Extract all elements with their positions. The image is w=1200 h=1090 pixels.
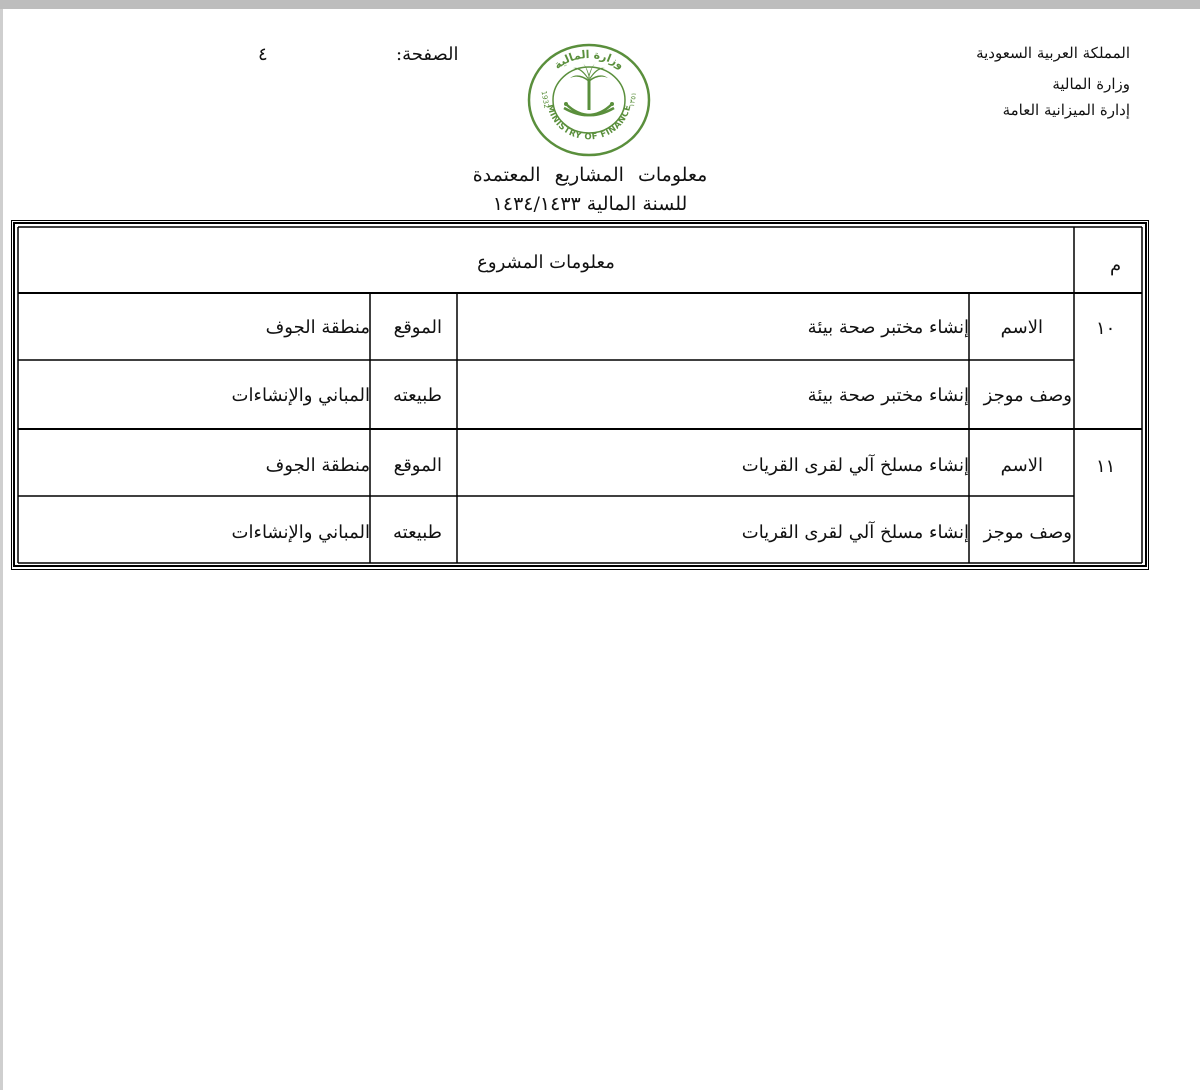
project-location: منطقة الجوف bbox=[265, 317, 370, 338]
name-label: الاسم bbox=[1000, 455, 1043, 476]
page-label: الصفحة: bbox=[396, 44, 459, 65]
seal-bottom-text: MINISTRY OF FINANCE bbox=[544, 103, 634, 143]
location-label: الموقع bbox=[393, 455, 442, 476]
column-header-number: م bbox=[1110, 255, 1122, 276]
description-label: وصف موجز bbox=[983, 385, 1072, 406]
page-number: ٤ bbox=[258, 44, 268, 65]
seal-year-left: 1932 bbox=[539, 90, 551, 110]
project-name: إنشاء مسلخ آلي لقرى القريات bbox=[741, 455, 969, 476]
ministry-name: وزارة المالية bbox=[1052, 75, 1130, 93]
fiscal-year-subtitle: للسنة المالية ١٤٣٤/١٤٣٣ bbox=[492, 193, 688, 215]
description-label: وصف موجز bbox=[983, 522, 1072, 543]
row-number: ١١ bbox=[1096, 456, 1116, 477]
name-label: الاسم bbox=[1000, 317, 1043, 338]
location-label: الموقع bbox=[393, 317, 442, 338]
project-location: منطقة الجوف bbox=[265, 455, 370, 476]
nature-label: طبيعته bbox=[393, 522, 442, 543]
nature-label: طبيعته bbox=[393, 385, 442, 406]
seal-top-text: وزارة المالية bbox=[551, 47, 627, 72]
project-description: إنشاء مسلخ آلي لقرى القريات bbox=[741, 522, 969, 543]
department-name: إدارة الميزانية العامة bbox=[1002, 101, 1130, 119]
project-nature: المباني والإنشاءات bbox=[231, 522, 370, 543]
row-number: ١٠ bbox=[1096, 318, 1116, 339]
column-header-project-info: معلومات المشروع bbox=[477, 252, 615, 273]
project-description: إنشاء مختبر صحة بيئة bbox=[807, 385, 969, 406]
country-name: المملكة العربية السعودية bbox=[976, 44, 1130, 62]
project-name: إنشاء مختبر صحة بيئة bbox=[807, 317, 969, 338]
project-nature: المباني والإنشاءات bbox=[231, 385, 370, 406]
report-title: معلومات المشاريع المعتمدة bbox=[472, 164, 708, 186]
seal-year-right: ١٣٥١ bbox=[627, 91, 639, 108]
